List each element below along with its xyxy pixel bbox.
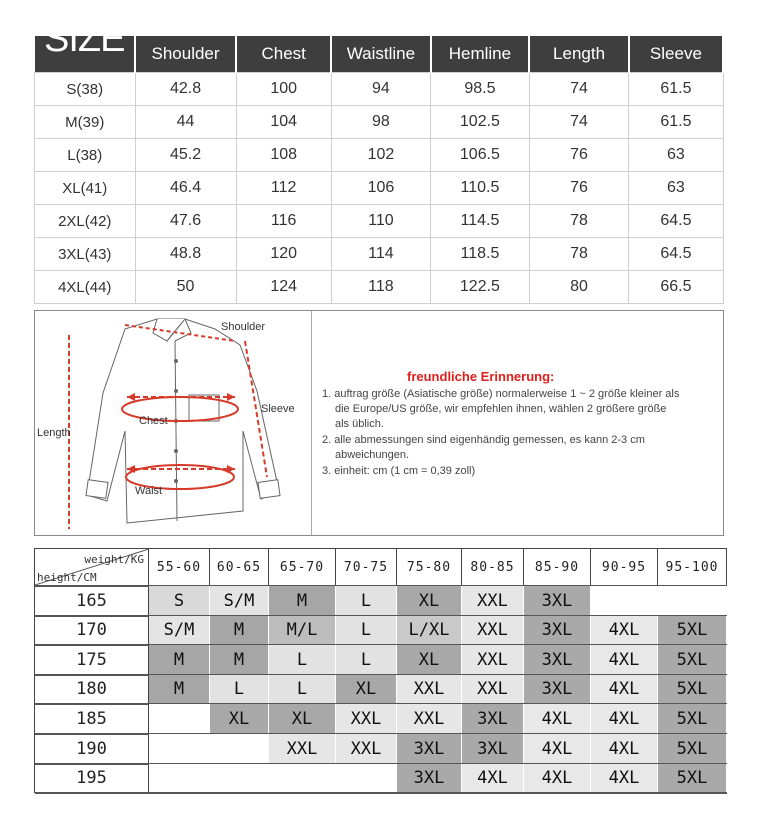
size-table-header [35, 36, 724, 73]
height-label-cell: 175 [35, 645, 149, 674]
size-recommendation-cell [210, 764, 269, 793]
size-row-label: 3XL(43) [35, 238, 136, 271]
weight-header: 70-75 [336, 549, 397, 585]
size-recommendation-cell [149, 764, 210, 793]
size-recommendation-cell: 5XL [658, 616, 727, 645]
size-recommendation-cell: L/XL [397, 616, 462, 645]
size-recommendation-cell: 4XL [524, 734, 591, 763]
diagram-divider [311, 311, 312, 535]
size-cell: 118 [331, 271, 430, 304]
size-recommendation-cell: 5XL [658, 645, 727, 674]
weight-header: 90-95 [591, 549, 658, 585]
size-cell: 102.5 [431, 106, 530, 139]
size-recommendation-cell: XL [397, 645, 462, 674]
size-recommendation-cell: XXL [462, 586, 524, 615]
grid-row [35, 734, 727, 763]
weight-header: 85-90 [524, 549, 591, 585]
reminder-line: 1. auftrag größe (Asiatische größe) normalerweise 1 ~ 2 größe kleiner als [322, 388, 680, 400]
size-recommendation-cell: 4XL [591, 764, 658, 793]
label-chest: Chest [139, 415, 168, 427]
size-recommendation-cell: XXL [336, 734, 397, 763]
size-cell: 78 [529, 205, 629, 238]
size-cell: 98.5 [431, 73, 530, 106]
size-recommendation-cell: 3XL [524, 586, 591, 615]
size-recommendation-cell: XXL [462, 675, 524, 704]
size-cell: 108 [236, 139, 331, 172]
size-recommendation-cell: XL [269, 704, 336, 733]
height-label: height/CM [37, 571, 97, 584]
size-cell: 64.5 [629, 238, 723, 271]
weight-header: 55-60 [149, 549, 210, 585]
size-cell: 61.5 [629, 106, 723, 139]
size-recommendation-cell: XXL [397, 675, 462, 704]
size-recommendation-cell: 3XL [397, 734, 462, 763]
size-recommendation-cell [210, 734, 269, 763]
grid-row [35, 616, 727, 645]
size-recommendation-cell: L [336, 586, 397, 615]
reminder-line: als üblich. [335, 418, 384, 430]
size-cell: 63 [629, 172, 723, 205]
size-header-sleeve: Sleeve [629, 36, 723, 73]
size-row [35, 205, 724, 238]
size-recommendation-cell: 4XL [524, 764, 591, 793]
size-cell: 50 [135, 271, 236, 304]
size-cell: 76 [529, 139, 629, 172]
size-row-label: L(38) [35, 139, 136, 172]
reminder-line: die Europe/US größe, wir empfehlen ihnen, wählen 2 größere größe [335, 403, 667, 415]
size-recommendation-cell: 3XL [397, 764, 462, 793]
reminder-line: abweichungen. [335, 449, 410, 461]
size-recommendation-cell: L [269, 645, 336, 674]
size-recommendation-cell: M [210, 645, 269, 674]
size-cell: 114 [331, 238, 430, 271]
size-row [35, 271, 724, 304]
size-cell: 100 [236, 73, 331, 106]
size-recommendation-cell: 4XL [462, 764, 524, 793]
size-recommendation-cell: XL [336, 675, 397, 704]
size-cell: 106.5 [431, 139, 530, 172]
size-cell: 78 [529, 238, 629, 271]
size-cell: 47.6 [135, 205, 236, 238]
size-cell: 46.4 [135, 172, 236, 205]
size-row [35, 73, 724, 106]
size-cell: 42.8 [135, 73, 236, 106]
weight-header: 75-80 [397, 549, 462, 585]
size-recommendation-cell: 4XL [591, 616, 658, 645]
grid-corner [35, 549, 149, 585]
size-cell: 48.8 [135, 238, 236, 271]
weight-height-grid [34, 548, 727, 793]
size-recommendation-cell: S/M [210, 586, 269, 615]
size-cell: 110.5 [431, 172, 530, 205]
size-recommendation-cell: 4XL [524, 704, 591, 733]
size-row [35, 139, 724, 172]
label-length: Length [37, 427, 71, 439]
size-recommendation-cell: XXL [397, 704, 462, 733]
label-sleeve: Sleeve [261, 403, 295, 415]
height-label-cell: 170 [35, 616, 149, 645]
shirt-illustration [35, 311, 311, 535]
size-cell: 66.5 [629, 271, 723, 304]
size-row-label: M(39) [35, 106, 136, 139]
size-recommendation-cell: M [269, 586, 336, 615]
size-recommendation-cell: L [336, 616, 397, 645]
size-cell: 76 [529, 172, 629, 205]
height-label-cell: 185 [35, 704, 149, 733]
size-cell: 102 [331, 139, 430, 172]
size-header-shoulder: Shoulder [135, 36, 236, 73]
grid-row [35, 586, 727, 615]
size-cell: 94 [331, 73, 430, 106]
size-cell: 120 [236, 238, 331, 271]
size-recommendation-cell: 3XL [524, 645, 591, 674]
size-recommendation-cell: XXL [462, 616, 524, 645]
size-cell: 74 [529, 106, 629, 139]
reminder-line: 2. alle abmessungen sind eigenhändig gemessen, es kann 2-3 cm [322, 434, 645, 446]
size-recommendation-cell: M [149, 645, 210, 674]
size-row-label: 2XL(42) [35, 205, 136, 238]
height-label-cell: 165 [35, 586, 149, 615]
reminder-line: 3. einheit: cm (1 cm = 0,39 zoll) [322, 465, 476, 477]
size-recommendation-cell: XXL [269, 734, 336, 763]
height-label-cell: 190 [35, 734, 149, 763]
size-recommendation-cell: L [210, 675, 269, 704]
size-recommendation-cell: 5XL [658, 675, 727, 704]
size-recommendation-cell: 4XL [591, 645, 658, 674]
size-cell: 110 [331, 205, 430, 238]
size-cell: 122.5 [431, 271, 530, 304]
size-recommendation-cell: XL [397, 586, 462, 615]
size-cell: 61.5 [629, 73, 723, 106]
weight-header: 65-70 [269, 549, 336, 585]
size-recommendation-cell: XL [210, 704, 269, 733]
height-label-cell: 180 [35, 675, 149, 704]
size-row-label: XL(41) [35, 172, 136, 205]
size-recommendation-cell [149, 734, 210, 763]
size-cell: 80 [529, 271, 629, 304]
size-table [34, 36, 724, 304]
size-row-label: S(38) [35, 73, 136, 106]
size-recommendation-cell: 5XL [658, 734, 727, 763]
weight-header: 95-100 [658, 549, 727, 585]
size-recommendation-cell: S/M [149, 616, 210, 645]
size-recommendation-cell [149, 704, 210, 733]
size-recommendation-cell: XXL [336, 704, 397, 733]
size-cell: 64.5 [629, 205, 723, 238]
size-recommendation-cell: M [149, 675, 210, 704]
size-recommendation-cell: S [149, 586, 210, 615]
label-waist: Waist [135, 485, 163, 497]
size-recommendation-cell: M/L [269, 616, 336, 645]
grid-row [35, 675, 727, 704]
weight-label: weight/KG [84, 553, 144, 566]
size-cell: 124 [236, 271, 331, 304]
grid-row [35, 704, 727, 733]
size-cell: 114.5 [431, 205, 530, 238]
size-recommendation-cell: 3XL [462, 734, 524, 763]
weight-header: 80-85 [462, 549, 524, 585]
grid-row [35, 645, 727, 674]
size-recommendation-cell: 5XL [658, 764, 727, 793]
reminder-title: freundliche Erinnerung: [407, 369, 555, 384]
size-row [35, 172, 724, 205]
size-recommendation-cell: 3XL [524, 616, 591, 645]
size-cell: 63 [629, 139, 723, 172]
size-cell: 112 [236, 172, 331, 205]
height-label-cell: 195 [35, 764, 149, 793]
size-title: SIZE [44, 18, 125, 60]
size-cell: 118.5 [431, 238, 530, 271]
label-shoulder: Shoulder [221, 321, 266, 333]
size-row [35, 238, 724, 271]
size-recommendation-cell [336, 764, 397, 793]
size-cell: 104 [236, 106, 331, 139]
size-header-waistline: Waistline [331, 36, 430, 73]
size-recommendation-cell: 5XL [658, 704, 727, 733]
size-recommendation-cell: XXL [462, 645, 524, 674]
size-cell: 106 [331, 172, 430, 205]
size-cell: 44 [135, 106, 236, 139]
size-row [35, 106, 724, 139]
size-recommendation-cell: M [210, 616, 269, 645]
size-cell: 74 [529, 73, 629, 106]
grid-row [35, 764, 727, 793]
size-recommendation-cell: 4XL [591, 704, 658, 733]
size-recommendation-cell: L [336, 645, 397, 674]
size-cell: 116 [236, 205, 331, 238]
size-recommendation-cell [269, 764, 336, 793]
size-recommendation-cell: L [269, 675, 336, 704]
size-recommendation-cell [658, 586, 727, 615]
grid-bottom-border [35, 792, 727, 794]
size-header-hemline: Hemline [431, 36, 530, 73]
size-recommendation-cell: 4XL [591, 734, 658, 763]
size-row-label: 4XL(44) [35, 271, 136, 304]
size-recommendation-cell: 3XL [462, 704, 524, 733]
size-recommendation-cell: 4XL [591, 675, 658, 704]
size-header-chest: Chest [236, 36, 331, 73]
size-cell: 98 [331, 106, 430, 139]
size-cell: 45.2 [135, 139, 236, 172]
size-recommendation-cell [591, 586, 658, 615]
weight-header: 60-65 [210, 549, 269, 585]
size-recommendation-cell: 3XL [524, 675, 591, 704]
size-header-length: Length [529, 36, 629, 73]
